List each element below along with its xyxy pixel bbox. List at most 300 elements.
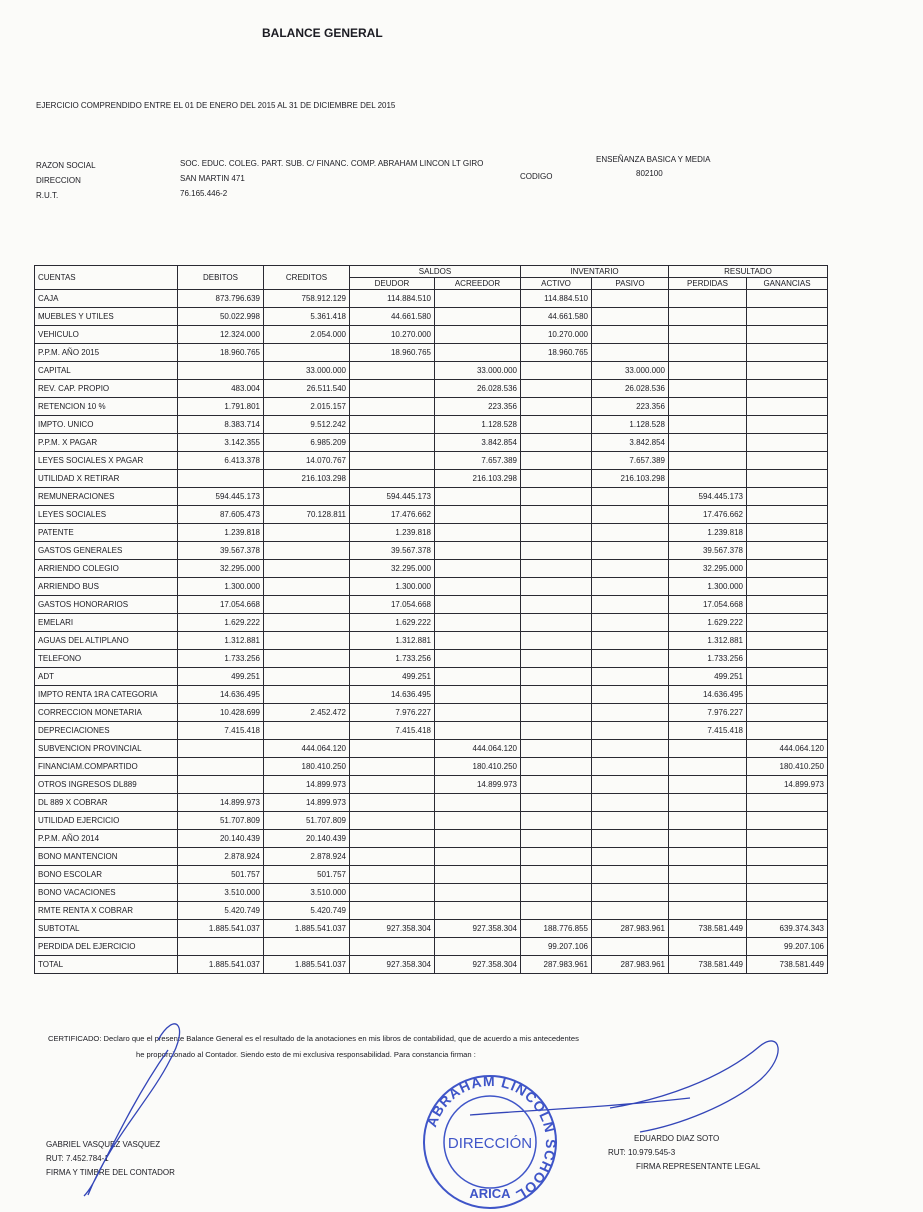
giro-value: ENSEÑANZA BASICA Y MEDIA bbox=[596, 155, 711, 164]
account-name-cell: REV. CAP. PROPIO bbox=[35, 380, 178, 398]
amount-cell: 10.270.000 bbox=[350, 326, 435, 344]
amount-cell: 188.776.855 bbox=[521, 920, 592, 938]
amount-cell bbox=[747, 308, 828, 326]
amount-cell bbox=[435, 488, 521, 506]
amount-cell bbox=[747, 362, 828, 380]
account-name-cell: DEPRECIACIONES bbox=[35, 722, 178, 740]
amount-cell bbox=[435, 722, 521, 740]
amount-cell bbox=[592, 776, 669, 794]
amount-cell bbox=[521, 848, 592, 866]
amount-cell: 39.567.378 bbox=[669, 542, 747, 560]
amount-cell bbox=[435, 506, 521, 524]
amount-cell bbox=[178, 740, 264, 758]
table-row bbox=[35, 380, 828, 398]
table-row bbox=[35, 308, 828, 326]
balance-table-body bbox=[35, 290, 828, 974]
table-row bbox=[35, 884, 828, 902]
amount-cell bbox=[435, 344, 521, 362]
amount-cell bbox=[350, 812, 435, 830]
amount-cell bbox=[592, 794, 669, 812]
account-name-cell: CAPITAL bbox=[35, 362, 178, 380]
table-row bbox=[35, 362, 828, 380]
amount-cell bbox=[264, 650, 350, 668]
direccion-value: SAN MARTIN 471 bbox=[180, 174, 245, 183]
table-row bbox=[35, 452, 828, 470]
table-row bbox=[35, 938, 828, 956]
amount-cell bbox=[350, 758, 435, 776]
amount-cell: 44.661.580 bbox=[350, 308, 435, 326]
amount-cell bbox=[435, 308, 521, 326]
amount-cell bbox=[747, 380, 828, 398]
amount-cell bbox=[592, 524, 669, 542]
amount-cell: 594.445.173 bbox=[178, 488, 264, 506]
amount-cell bbox=[521, 488, 592, 506]
amount-cell bbox=[592, 632, 669, 650]
representante-rut: RUT: 10.979.545-3 bbox=[608, 1148, 676, 1157]
amount-cell bbox=[521, 884, 592, 902]
amount-cell bbox=[264, 722, 350, 740]
amount-cell bbox=[669, 290, 747, 308]
amount-cell bbox=[669, 938, 747, 956]
amount-cell bbox=[521, 668, 592, 686]
amount-cell: 1.733.256 bbox=[350, 650, 435, 668]
amount-cell: 2.452.472 bbox=[264, 704, 350, 722]
amount-cell: 927.358.304 bbox=[350, 920, 435, 938]
amount-cell bbox=[435, 848, 521, 866]
account-name-cell: LEYES SOCIALES X PAGAR bbox=[35, 452, 178, 470]
representante-name: EDUARDO DIAZ SOTO bbox=[634, 1134, 720, 1143]
amount-cell bbox=[521, 542, 592, 560]
account-name-cell: OTROS INGRESOS DL889 bbox=[35, 776, 178, 794]
amount-cell bbox=[264, 488, 350, 506]
amount-cell bbox=[669, 362, 747, 380]
amount-cell: 114.884.510 bbox=[521, 290, 592, 308]
amount-cell bbox=[747, 722, 828, 740]
account-name-cell: IMPTO. UNICO bbox=[35, 416, 178, 434]
amount-cell: 594.445.173 bbox=[669, 488, 747, 506]
amount-cell bbox=[747, 506, 828, 524]
amount-cell bbox=[521, 362, 592, 380]
account-name-cell: BONO ESCOLAR bbox=[35, 866, 178, 884]
amount-cell bbox=[521, 578, 592, 596]
amount-cell bbox=[521, 470, 592, 488]
direccion-label: DIRECCION bbox=[36, 176, 81, 185]
amount-cell bbox=[521, 380, 592, 398]
account-name-cell: CAJA bbox=[35, 290, 178, 308]
amount-cell: 5.420.749 bbox=[264, 902, 350, 920]
razon-social-label: RAZON SOCIAL bbox=[36, 161, 96, 170]
amount-cell: 44.661.580 bbox=[521, 308, 592, 326]
amount-cell bbox=[669, 866, 747, 884]
amount-cell bbox=[435, 542, 521, 560]
amount-cell bbox=[435, 524, 521, 542]
amount-cell bbox=[264, 614, 350, 632]
amount-cell bbox=[592, 326, 669, 344]
amount-cell bbox=[521, 794, 592, 812]
table-row bbox=[35, 956, 828, 974]
amount-cell: 18.960.765 bbox=[350, 344, 435, 362]
amount-cell: 1.733.256 bbox=[669, 650, 747, 668]
amount-cell bbox=[178, 776, 264, 794]
amount-cell: 20.140.439 bbox=[178, 830, 264, 848]
amount-cell bbox=[178, 362, 264, 380]
amount-cell bbox=[435, 632, 521, 650]
amount-cell bbox=[350, 884, 435, 902]
amount-cell: 14.070.767 bbox=[264, 452, 350, 470]
amount-cell bbox=[435, 578, 521, 596]
amount-cell bbox=[521, 830, 592, 848]
table-row bbox=[35, 506, 828, 524]
amount-cell bbox=[435, 686, 521, 704]
amount-cell: 14.636.495 bbox=[178, 686, 264, 704]
amount-cell bbox=[264, 578, 350, 596]
account-name-cell: TELEFONO bbox=[35, 650, 178, 668]
account-name-cell: VEHICULO bbox=[35, 326, 178, 344]
amount-cell bbox=[264, 938, 350, 956]
amount-cell bbox=[350, 434, 435, 452]
amount-cell bbox=[350, 452, 435, 470]
account-name-cell: ARRIENDO COLEGIO bbox=[35, 560, 178, 578]
amount-cell bbox=[592, 902, 669, 920]
amount-cell: 287.983.961 bbox=[521, 956, 592, 974]
amount-cell bbox=[592, 344, 669, 362]
amount-cell bbox=[521, 866, 592, 884]
amount-cell: 26.511.540 bbox=[264, 380, 350, 398]
account-name-cell: P.P.M. AÑO 2015 bbox=[35, 344, 178, 362]
amount-cell: 499.251 bbox=[178, 668, 264, 686]
header-pasivo: PASIVO bbox=[592, 278, 669, 290]
amount-cell: 223.356 bbox=[435, 398, 521, 416]
header-activo: ACTIVO bbox=[521, 278, 592, 290]
amount-cell bbox=[592, 614, 669, 632]
amount-cell: 1.239.818 bbox=[350, 524, 435, 542]
amount-cell bbox=[264, 596, 350, 614]
amount-cell: 39.567.378 bbox=[350, 542, 435, 560]
amount-cell bbox=[747, 542, 828, 560]
amount-cell: 1.885.541.037 bbox=[178, 956, 264, 974]
amount-cell: 5.361.418 bbox=[264, 308, 350, 326]
amount-cell bbox=[669, 308, 747, 326]
amount-cell bbox=[521, 812, 592, 830]
amount-cell bbox=[350, 380, 435, 398]
header-acreedor: ACREEDOR bbox=[435, 278, 521, 290]
header-resultado: RESULTADO bbox=[669, 266, 828, 278]
amount-cell bbox=[669, 848, 747, 866]
amount-cell bbox=[521, 704, 592, 722]
amount-cell bbox=[669, 452, 747, 470]
amount-cell bbox=[747, 902, 828, 920]
representante-signature-block bbox=[608, 1132, 760, 1174]
amount-cell: 1.791.801 bbox=[178, 398, 264, 416]
amount-cell: 6.985.209 bbox=[264, 434, 350, 452]
amount-cell: 3.142.355 bbox=[178, 434, 264, 452]
account-name-cell: SUBVENCION PROVINCIAL bbox=[35, 740, 178, 758]
amount-cell: 216.103.298 bbox=[264, 470, 350, 488]
amount-cell: 32.295.000 bbox=[350, 560, 435, 578]
amount-cell: 87.605.473 bbox=[178, 506, 264, 524]
amount-cell bbox=[592, 542, 669, 560]
amount-cell: 738.581.449 bbox=[747, 956, 828, 974]
amount-cell bbox=[435, 830, 521, 848]
balance-table bbox=[34, 265, 828, 974]
amount-cell: 1.885.541.037 bbox=[264, 920, 350, 938]
header-cuentas: CUENTAS bbox=[35, 266, 178, 290]
amount-cell bbox=[747, 434, 828, 452]
amount-cell: 33.000.000 bbox=[592, 362, 669, 380]
amount-cell bbox=[521, 740, 592, 758]
amount-cell bbox=[264, 686, 350, 704]
account-name-cell: PATENTE bbox=[35, 524, 178, 542]
amount-cell bbox=[435, 794, 521, 812]
amount-cell bbox=[521, 596, 592, 614]
account-name-cell: EMELARI bbox=[35, 614, 178, 632]
header-ganancias: GANANCIAS bbox=[747, 278, 828, 290]
amount-cell: 444.064.120 bbox=[435, 740, 521, 758]
amount-cell bbox=[669, 740, 747, 758]
account-name-cell: TOTAL bbox=[35, 956, 178, 974]
account-name-cell: DL 889 X COBRAR bbox=[35, 794, 178, 812]
amount-cell: 70.128.811 bbox=[264, 506, 350, 524]
amount-cell: 9.512.242 bbox=[264, 416, 350, 434]
amount-cell: 1.300.000 bbox=[669, 578, 747, 596]
amount-cell: 7.415.418 bbox=[178, 722, 264, 740]
amount-cell: 1.128.528 bbox=[592, 416, 669, 434]
header-creditos: CREDITOS bbox=[264, 266, 350, 290]
amount-cell: 758.912.129 bbox=[264, 290, 350, 308]
table-row bbox=[35, 632, 828, 650]
codigo-label: CODIGO bbox=[520, 172, 553, 181]
amount-cell: 3.510.000 bbox=[264, 884, 350, 902]
seal-center-text: DIRECCIÓN bbox=[447, 1135, 533, 1152]
account-name-cell: BONO MANTENCION bbox=[35, 848, 178, 866]
amount-cell: 216.103.298 bbox=[592, 470, 669, 488]
amount-cell bbox=[747, 650, 828, 668]
amount-cell bbox=[521, 560, 592, 578]
amount-cell: 18.960.765 bbox=[521, 344, 592, 362]
amount-cell: 17.054.668 bbox=[178, 596, 264, 614]
amount-cell bbox=[521, 776, 592, 794]
amount-cell bbox=[521, 506, 592, 524]
amount-cell: 1.733.256 bbox=[178, 650, 264, 668]
amount-cell bbox=[592, 488, 669, 506]
table-row bbox=[35, 902, 828, 920]
account-name-cell: CORRECCION MONETARIA bbox=[35, 704, 178, 722]
amount-cell bbox=[747, 812, 828, 830]
amount-cell bbox=[592, 830, 669, 848]
amount-cell bbox=[592, 704, 669, 722]
amount-cell: 7.657.389 bbox=[592, 452, 669, 470]
header-saldos: SALDOS bbox=[350, 266, 521, 278]
amount-cell bbox=[521, 614, 592, 632]
amount-cell bbox=[669, 812, 747, 830]
codigo-value: 802100 bbox=[636, 169, 663, 178]
amount-cell: 927.358.304 bbox=[435, 920, 521, 938]
amount-cell: 1.239.818 bbox=[178, 524, 264, 542]
table-row bbox=[35, 290, 828, 308]
amount-cell: 2.878.924 bbox=[264, 848, 350, 866]
amount-cell bbox=[592, 578, 669, 596]
account-name-cell: LEYES SOCIALES bbox=[35, 506, 178, 524]
amount-cell bbox=[350, 740, 435, 758]
amount-cell bbox=[350, 902, 435, 920]
amount-cell: 114.884.510 bbox=[350, 290, 435, 308]
amount-cell: 180.410.250 bbox=[747, 758, 828, 776]
amount-cell: 50.022.998 bbox=[178, 308, 264, 326]
account-name-cell: SUBTOTAL bbox=[35, 920, 178, 938]
amount-cell bbox=[350, 362, 435, 380]
amount-cell bbox=[350, 398, 435, 416]
amount-cell: 216.103.298 bbox=[435, 470, 521, 488]
amount-cell: 287.983.961 bbox=[592, 920, 669, 938]
amount-cell bbox=[264, 560, 350, 578]
amount-cell bbox=[178, 938, 264, 956]
contador-role: FIRMA Y TIMBRE DEL CONTADOR bbox=[46, 1168, 175, 1177]
amount-cell bbox=[350, 938, 435, 956]
amount-cell bbox=[521, 452, 592, 470]
table-row bbox=[35, 920, 828, 938]
table-row bbox=[35, 488, 828, 506]
amount-cell: 99.207.106 bbox=[521, 938, 592, 956]
amount-cell bbox=[592, 866, 669, 884]
amount-cell: 7.415.418 bbox=[669, 722, 747, 740]
amount-cell: 18.960.765 bbox=[178, 344, 264, 362]
amount-cell: 287.983.961 bbox=[592, 956, 669, 974]
amount-cell bbox=[669, 380, 747, 398]
amount-cell bbox=[435, 866, 521, 884]
period-statement: EJERCICIO COMPRENDIDO ENTRE EL 01 DE ENERO DEL 2015 AL 31 DE DICIEMBRE DEL 2015 bbox=[36, 101, 396, 110]
amount-cell bbox=[669, 902, 747, 920]
amount-cell: 17.054.668 bbox=[350, 596, 435, 614]
table-row bbox=[35, 596, 828, 614]
amount-cell: 14.899.973 bbox=[435, 776, 521, 794]
amount-cell bbox=[747, 578, 828, 596]
amount-cell: 12.324.000 bbox=[178, 326, 264, 344]
amount-cell bbox=[264, 542, 350, 560]
amount-cell bbox=[747, 416, 828, 434]
razon-social-value: SOC. EDUC. COLEG. PART. SUB. C/ FINANC. COMP. ABRAHAM LINCON LT GIRO bbox=[180, 159, 484, 168]
table-row bbox=[35, 794, 828, 812]
amount-cell bbox=[747, 470, 828, 488]
account-name-cell: ADT bbox=[35, 668, 178, 686]
amount-cell: 10.270.000 bbox=[521, 326, 592, 344]
representante-role: FIRMA REPRESENTANTE LEGAL bbox=[636, 1162, 761, 1171]
amount-cell: 14.636.495 bbox=[669, 686, 747, 704]
amount-cell: 1.239.818 bbox=[669, 524, 747, 542]
amount-cell: 3.842.854 bbox=[435, 434, 521, 452]
amount-cell bbox=[592, 884, 669, 902]
amount-cell bbox=[592, 596, 669, 614]
account-name-cell: RETENCION 10 % bbox=[35, 398, 178, 416]
amount-cell bbox=[747, 668, 828, 686]
table-row bbox=[35, 830, 828, 848]
amount-cell: 1.629.222 bbox=[669, 614, 747, 632]
amount-cell: 639.374.343 bbox=[747, 920, 828, 938]
amount-cell bbox=[435, 560, 521, 578]
amount-cell bbox=[592, 560, 669, 578]
amount-cell bbox=[592, 308, 669, 326]
amount-cell bbox=[747, 488, 828, 506]
amount-cell: 39.567.378 bbox=[178, 542, 264, 560]
amount-cell: 738.581.449 bbox=[669, 920, 747, 938]
amount-cell bbox=[669, 884, 747, 902]
amount-cell bbox=[747, 398, 828, 416]
amount-cell bbox=[747, 326, 828, 344]
amount-cell: 1.629.222 bbox=[178, 614, 264, 632]
amount-cell: 738.581.449 bbox=[669, 956, 747, 974]
table-row bbox=[35, 650, 828, 668]
amount-cell bbox=[747, 290, 828, 308]
amount-cell bbox=[747, 560, 828, 578]
contador-rut: RUT: 7.452.784-1 bbox=[46, 1154, 109, 1163]
table-row bbox=[35, 740, 828, 758]
table-row bbox=[35, 686, 828, 704]
amount-cell bbox=[521, 524, 592, 542]
account-name-cell: FINANCIAM.COMPARTIDO bbox=[35, 758, 178, 776]
amount-cell: 33.000.000 bbox=[435, 362, 521, 380]
table-row bbox=[35, 722, 828, 740]
account-name-cell: MUEBLES Y UTILES bbox=[35, 308, 178, 326]
amount-cell bbox=[747, 794, 828, 812]
amount-cell bbox=[747, 866, 828, 884]
account-name-cell: RMTE RENTA X COBRAR bbox=[35, 902, 178, 920]
table-row bbox=[35, 398, 828, 416]
amount-cell: 499.251 bbox=[669, 668, 747, 686]
amount-cell bbox=[521, 758, 592, 776]
amount-cell: 223.356 bbox=[592, 398, 669, 416]
amount-cell: 14.899.973 bbox=[747, 776, 828, 794]
amount-cell bbox=[264, 524, 350, 542]
amount-cell: 1.312.881 bbox=[350, 632, 435, 650]
certificate-line-1: CERTIFICADO: Declaro que el presente Balance General es el resultado de la anotaciones en mis libros de contabilidad, que de acuerdo a mis antecedentes bbox=[48, 1034, 579, 1043]
amount-cell bbox=[350, 794, 435, 812]
amount-cell: 444.064.120 bbox=[264, 740, 350, 758]
amount-cell bbox=[521, 632, 592, 650]
account-name-cell: P.P.M. AÑO 2014 bbox=[35, 830, 178, 848]
header-debitos: DEBITOS bbox=[178, 266, 264, 290]
amount-cell bbox=[747, 596, 828, 614]
amount-cell: 33.000.000 bbox=[264, 362, 350, 380]
amount-cell: 17.054.668 bbox=[669, 596, 747, 614]
amount-cell: 8.383.714 bbox=[178, 416, 264, 434]
account-name-cell: IMPTO RENTA 1RA CATEGORIA bbox=[35, 686, 178, 704]
amount-cell bbox=[350, 848, 435, 866]
amount-cell bbox=[350, 776, 435, 794]
amount-cell bbox=[435, 938, 521, 956]
seal-bottom-text: ARICA bbox=[469, 1186, 511, 1201]
table-row bbox=[35, 668, 828, 686]
amount-cell: 1.312.881 bbox=[669, 632, 747, 650]
amount-cell bbox=[669, 470, 747, 488]
table-row bbox=[35, 866, 828, 884]
amount-cell: 483.004 bbox=[178, 380, 264, 398]
amount-cell: 7.415.418 bbox=[350, 722, 435, 740]
header-perdidas: PERDIDAS bbox=[669, 278, 747, 290]
amount-cell bbox=[747, 686, 828, 704]
amount-cell bbox=[592, 812, 669, 830]
amount-cell bbox=[592, 506, 669, 524]
amount-cell: 14.899.973 bbox=[178, 794, 264, 812]
table-row bbox=[35, 578, 828, 596]
amount-cell: 26.028.536 bbox=[435, 380, 521, 398]
amount-cell bbox=[435, 596, 521, 614]
account-name-cell: REMUNERACIONES bbox=[35, 488, 178, 506]
amount-cell: 7.657.389 bbox=[435, 452, 521, 470]
amount-cell bbox=[435, 902, 521, 920]
amount-cell bbox=[350, 866, 435, 884]
amount-cell bbox=[264, 632, 350, 650]
amount-cell bbox=[592, 938, 669, 956]
amount-cell bbox=[592, 722, 669, 740]
